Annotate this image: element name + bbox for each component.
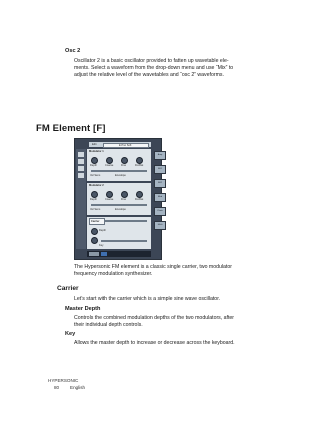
mod2-coarse-knob[interactable] (106, 191, 113, 198)
mod1-envelope-label: Envelope (115, 174, 126, 177)
mod2-fine-knob[interactable] (121, 191, 128, 198)
tab-chain-label: Chain (157, 210, 163, 212)
mod2-envelope-label: Envelope (115, 208, 126, 211)
carrier-key-label: Key (99, 244, 104, 247)
edit-bar (89, 142, 151, 147)
footer-page-number: 80 (54, 385, 60, 390)
element-selector-1[interactable] (78, 152, 84, 157)
key-heading: Key (65, 331, 76, 337)
element-selector-2[interactable] (78, 159, 84, 164)
osc2-paragraph (74, 58, 274, 80)
mod1-envelope-bar[interactable] (91, 170, 147, 172)
master-depth-knob[interactable] (91, 228, 98, 235)
mod2-depth-knob[interactable] (91, 191, 98, 198)
carrier-heading: Carrier (57, 285, 79, 292)
master-depth-line-2: their individual depth controls. (74, 322, 143, 329)
mod1-fixrat-label: Fix/Rat (135, 164, 144, 167)
mod1-depth-knob[interactable] (91, 157, 98, 164)
fm-caption-line-2: frequency modulation synthesizer. (74, 271, 153, 278)
mod1-depth-label: Depth (90, 164, 97, 167)
mod1-coarse-label: Coarse (105, 164, 114, 167)
master-depth-paragraph (74, 315, 284, 329)
tab-eff1[interactable] (154, 165, 166, 174)
tab-eff2-label: Eff2 (158, 182, 162, 184)
carrier-panel (87, 217, 151, 249)
preset-name: E.Pno Soft (119, 143, 132, 147)
fm-element-heading: FM Element [F] (36, 123, 106, 134)
element-selector-3[interactable] (78, 166, 84, 171)
mod1-fine-knob[interactable] (121, 157, 128, 164)
tab-amp[interactable] (154, 151, 166, 160)
osc2-line-2: ments. Select a waveform from the drop-down menu and use “Mix” to (74, 65, 234, 72)
fm-caption-line-1: The Hypersonic FM element is a classic single carrier, two modulator (74, 264, 232, 270)
modulator1-panel (87, 149, 151, 181)
carrier-depth-label: Depth (99, 229, 106, 232)
mod2-fixrat-label: Fix/Rat (135, 198, 144, 201)
mod1-velsens-label: Vel Sens (90, 174, 101, 177)
left-strip (76, 149, 86, 249)
mod1-fine-label: Fine (121, 164, 127, 167)
carrier-text: Let’s start with the carrier which is a simple sine wave oscillator. (74, 296, 221, 302)
tab-multi[interactable] (154, 221, 166, 230)
mod2-fine-label: Fine (121, 198, 127, 201)
master-depth-line-1: Controls the combined modulation depths of the two modulators, after (74, 315, 235, 321)
carrier-envelope-bar[interactable] (105, 220, 147, 222)
bottom-button-1[interactable] (89, 252, 99, 256)
fm-element-caption (74, 264, 274, 278)
carrier-key-bar[interactable] (101, 240, 147, 242)
mod2-velsens-label: Vel Sens (90, 208, 101, 211)
mod2-depth-label: Depth (90, 198, 97, 201)
mod2-envelope-bar[interactable] (91, 204, 147, 206)
carrier-label: Carrier (91, 220, 100, 223)
tab-multi-label: Multi (157, 224, 163, 226)
footer-product: HYPERSONIC (48, 378, 79, 383)
bottom-bar (87, 251, 151, 257)
osc2-line-3: adjust the relative level of the wavetables and “osc 2” waveforms. (74, 72, 224, 79)
bottom-button-2[interactable] (101, 252, 107, 256)
mod2-coarse-label: Coarse (105, 198, 114, 201)
tab-eff1-label: Eff1 (158, 168, 162, 170)
tab-mod[interactable] (154, 193, 166, 202)
tab-eff2[interactable] (154, 179, 166, 188)
carrier-key-knob[interactable] (91, 237, 98, 244)
mod2-fixrat-knob[interactable] (136, 191, 143, 198)
tab-amp-label: Amp (157, 154, 163, 156)
mod1-fixrat-knob[interactable] (136, 157, 143, 164)
master-depth-heading: Master Depth (65, 306, 101, 312)
osc2-line-1: Oscillator 2 is a basic oscillator provided to fatten up wavetable ele- (74, 58, 229, 64)
edit-label: Edit (92, 143, 97, 146)
key-text: Allows the master depth to increase or decrease across the keyboard. (74, 340, 235, 346)
tab-chain[interactable] (154, 207, 166, 216)
fm-element-screenshot (74, 138, 162, 260)
carrier-tab (89, 218, 105, 225)
tab-mod-label: Mod (157, 196, 163, 198)
modulator2-label: Modulator 2 (89, 184, 104, 187)
mod1-coarse-knob[interactable] (106, 157, 113, 164)
osc2-heading: Osc 2 (65, 48, 81, 54)
footer-section: English (70, 385, 86, 390)
modulator1-label: Modulator 1 (89, 150, 104, 153)
preset-name-field[interactable] (103, 143, 149, 148)
modulator2-panel (87, 183, 151, 215)
element-selector-4[interactable] (78, 173, 84, 178)
